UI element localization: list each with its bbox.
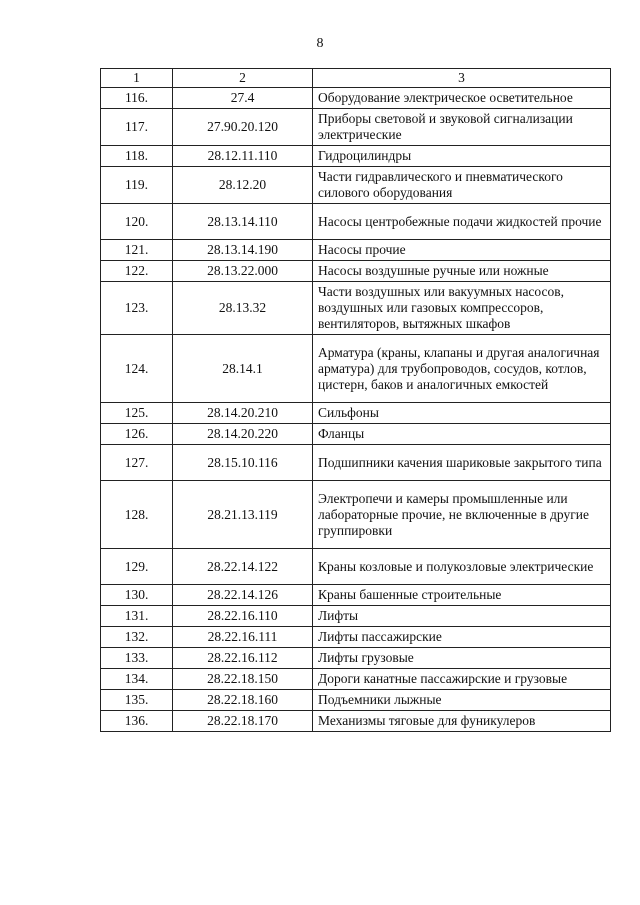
okpd-code-cell: 28.14.1 bbox=[173, 335, 313, 403]
table-row bbox=[101, 690, 611, 711]
okpd-code-cell: 28.14.20.220 bbox=[173, 424, 313, 445]
okpd-code-cell: 28.13.14.190 bbox=[173, 240, 313, 261]
table-row bbox=[101, 445, 611, 481]
okpd-code-cell: 28.14.20.210 bbox=[173, 403, 313, 424]
table-header-row bbox=[101, 69, 611, 88]
okpd-code-cell: 27.90.20.120 bbox=[173, 109, 313, 146]
item-name-cell: Части гидравлического и пневматического силового оборудования bbox=[313, 167, 611, 204]
table-row bbox=[101, 424, 611, 445]
okpd-code-cell: 28.12.20 bbox=[173, 167, 313, 204]
table-row bbox=[101, 403, 611, 424]
item-name-cell: Дороги канатные пассажирские и грузовые bbox=[313, 669, 611, 690]
row-number-cell: 116. bbox=[101, 88, 173, 109]
table-row bbox=[101, 261, 611, 282]
item-name-cell: Фланцы bbox=[313, 424, 611, 445]
table-row bbox=[101, 481, 611, 549]
item-name-cell: Оборудование электрическое осветительное bbox=[313, 88, 611, 109]
row-number-cell: 125. bbox=[101, 403, 173, 424]
okpd-code-cell: 28.22.16.111 bbox=[173, 627, 313, 648]
row-number-cell: 136. bbox=[101, 711, 173, 732]
row-number-cell: 130. bbox=[101, 585, 173, 606]
table-row bbox=[101, 606, 611, 627]
item-name-cell: Электропечи и камеры промышленные или лабораторные прочие, не включенные в другие группировки bbox=[313, 481, 611, 549]
row-number-cell: 126. bbox=[101, 424, 173, 445]
okpd-code-cell: 28.13.22.000 bbox=[173, 261, 313, 282]
okpd-code-cell: 28.22.18.160 bbox=[173, 690, 313, 711]
row-number-cell: 124. bbox=[101, 335, 173, 403]
table-row bbox=[101, 167, 611, 204]
table-row bbox=[101, 88, 611, 109]
item-name-cell: Краны козловые и полукозловые электрические bbox=[313, 549, 611, 585]
row-number-cell: 134. bbox=[101, 669, 173, 690]
row-number-cell: 118. bbox=[101, 146, 173, 167]
column-header-2: 2 bbox=[173, 69, 313, 88]
okpd-code-cell: 28.22.18.150 bbox=[173, 669, 313, 690]
table-row bbox=[101, 648, 611, 669]
table-row bbox=[101, 335, 611, 403]
okpd-code-cell: 28.22.16.112 bbox=[173, 648, 313, 669]
row-number-cell: 121. bbox=[101, 240, 173, 261]
column-header-1: 1 bbox=[101, 69, 173, 88]
item-name-cell: Насосы прочие bbox=[313, 240, 611, 261]
row-number-cell: 132. bbox=[101, 627, 173, 648]
row-number-cell: 117. bbox=[101, 109, 173, 146]
okpd-code-cell: 28.22.14.122 bbox=[173, 549, 313, 585]
okpd-code-cell: 28.22.18.170 bbox=[173, 711, 313, 732]
row-number-cell: 127. bbox=[101, 445, 173, 481]
row-number-cell: 122. bbox=[101, 261, 173, 282]
okpd-code-cell: 28.21.13.119 bbox=[173, 481, 313, 549]
table-row bbox=[101, 711, 611, 732]
row-number-cell: 129. bbox=[101, 549, 173, 585]
item-name-cell: Приборы световой и звуковой сигнализации электрические bbox=[313, 109, 611, 146]
table-row bbox=[101, 549, 611, 585]
row-number-cell: 128. bbox=[101, 481, 173, 549]
row-number-cell: 120. bbox=[101, 204, 173, 240]
table-row bbox=[101, 627, 611, 648]
row-number-cell: 131. bbox=[101, 606, 173, 627]
item-name-cell: Подшипники качения шариковые закрытого типа bbox=[313, 445, 611, 481]
table-row bbox=[101, 240, 611, 261]
item-name-cell: Подъемники лыжные bbox=[313, 690, 611, 711]
row-number-cell: 119. bbox=[101, 167, 173, 204]
item-name-cell: Лифты bbox=[313, 606, 611, 627]
table-row bbox=[101, 282, 611, 335]
item-name-cell: Части воздушных или вакуумных насосов, воздушных или газовых компрессоров, вентиляторов, вытяжных шкафов bbox=[313, 282, 611, 335]
item-name-cell: Лифты грузовые bbox=[313, 648, 611, 669]
item-name-cell: Арматура (краны, клапаны и другая аналогичная арматура) для трубопроводов, сосудов, котлов, цистерн, баков и аналогичных емкостей bbox=[313, 335, 611, 403]
row-number-cell: 123. bbox=[101, 282, 173, 335]
okpd-code-cell: 28.13.32 bbox=[173, 282, 313, 335]
okpd-code-cell: 27.4 bbox=[173, 88, 313, 109]
okpd-code-cell: 28.15.10.116 bbox=[173, 445, 313, 481]
okpd-code-cell: 28.13.14.110 bbox=[173, 204, 313, 240]
okpd-code-cell: 28.22.14.126 bbox=[173, 585, 313, 606]
item-name-cell: Насосы центробежные подачи жидкостей прочие bbox=[313, 204, 611, 240]
item-name-cell: Насосы воздушные ручные или ножные bbox=[313, 261, 611, 282]
table-row bbox=[101, 146, 611, 167]
okpd-code-cell: 28.22.16.110 bbox=[173, 606, 313, 627]
item-name-cell: Лифты пассажирские bbox=[313, 627, 611, 648]
item-name-cell: Механизмы тяговые для фуникулеров bbox=[313, 711, 611, 732]
item-name-cell: Краны башенные строительные bbox=[313, 585, 611, 606]
okpd-code-cell: 28.12.11.110 bbox=[173, 146, 313, 167]
item-name-cell: Сильфоны bbox=[313, 403, 611, 424]
table-row bbox=[101, 204, 611, 240]
page-number: 8 bbox=[316, 36, 324, 51]
table-row bbox=[101, 109, 611, 146]
column-header-3: 3 bbox=[313, 69, 611, 88]
row-number-cell: 133. bbox=[101, 648, 173, 669]
classification-table bbox=[100, 68, 611, 732]
table-row bbox=[101, 585, 611, 606]
table-row bbox=[101, 669, 611, 690]
row-number-cell: 135. bbox=[101, 690, 173, 711]
item-name-cell: Гидроцилиндры bbox=[313, 146, 611, 167]
